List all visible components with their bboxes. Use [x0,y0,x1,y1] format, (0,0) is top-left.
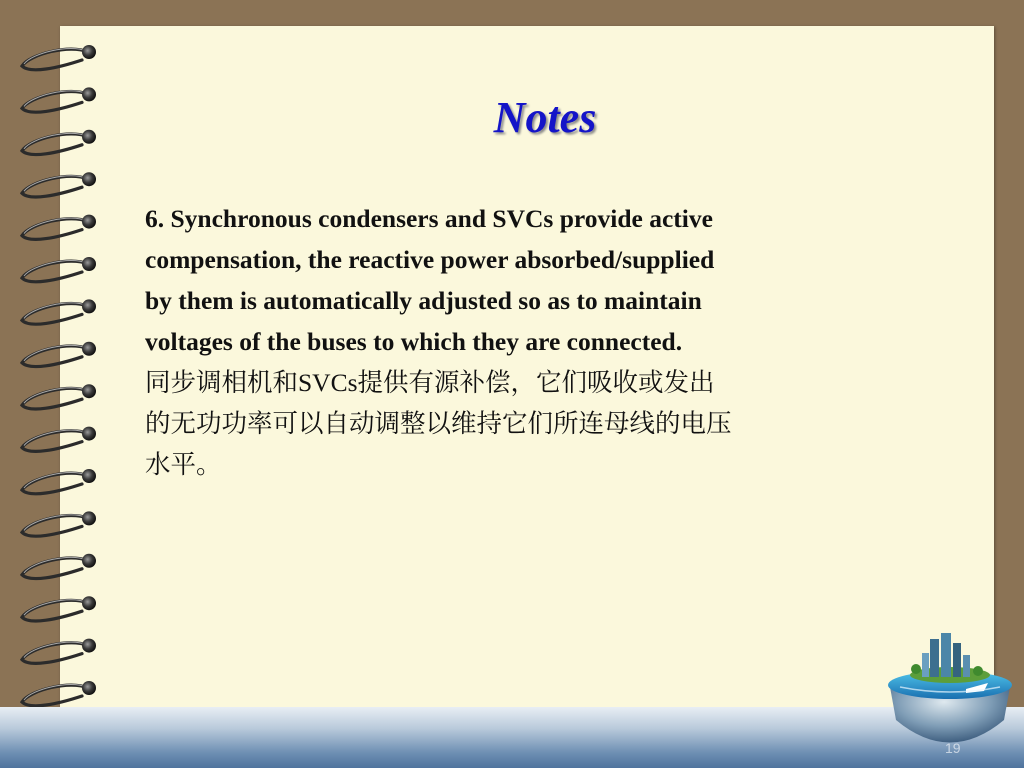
slide-title: Notes [493,93,597,142]
english-line: voltages of the buses to which they are connected. [145,327,683,356]
spiral-binding-ring-icon [22,469,96,494]
spiral-binding-ring-icon [22,596,96,621]
spiral-binding-ring-icon [22,554,96,579]
english-line: by them is automatically adjusted so as to maintain [145,286,702,315]
spiral-binding-ring-icon [22,172,96,197]
spiral-binding-ring-icon [22,427,96,452]
spiral-binding-ring-icon [22,681,96,706]
page-number: 19 [945,740,961,756]
spiral-binding-ring-icon [22,45,96,70]
water-footer [0,707,1024,768]
spiral-binding-ring-icon [22,511,96,536]
english-line: compensation, the reactive power absorbed/supplied [145,245,715,274]
spiral-binding-ring-icon [22,384,96,409]
chinese-line: 同步调相机和SVCs提供有源补偿，它们吸收或发出 [145,368,715,397]
spiral-binding-ring-icon [22,215,96,240]
spiral-binding-ring-icon [22,257,96,282]
spiral-binding-ring-icon [22,299,96,324]
spiral-binding-ring-icon [22,639,96,664]
chinese-line: 水平。 [145,450,222,479]
notes-body [145,198,945,485]
chinese-line: 的无功功率可以自动调整以维持它们所连母线的电压 [145,409,732,438]
english-line: 6. Synchronous condensers and SVCs provide active [145,204,713,233]
spiral-binding-ring-icon [22,342,96,367]
